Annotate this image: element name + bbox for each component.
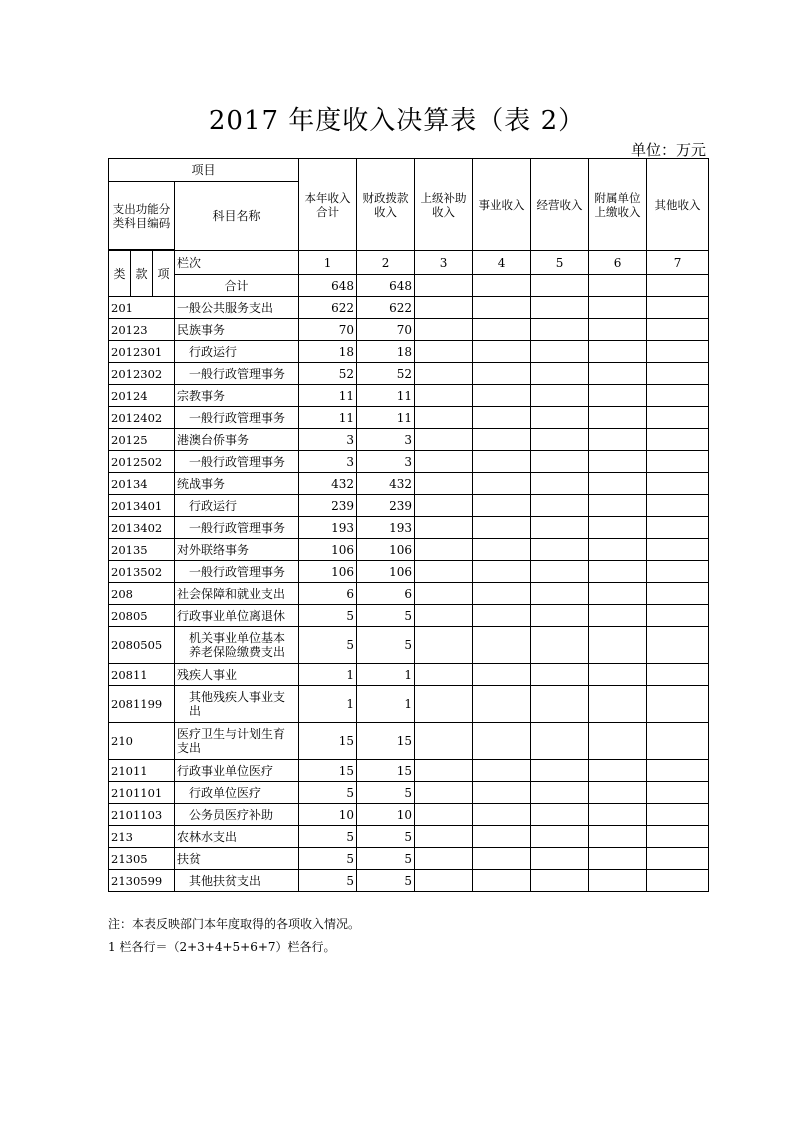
row-col-1: 5 — [299, 605, 357, 627]
row-name: 港澳台侨事务 — [175, 429, 299, 451]
empty-cell — [415, 297, 473, 319]
empty-cell — [589, 627, 647, 664]
row-col-2: 5 — [357, 826, 415, 848]
empty-cell — [531, 686, 589, 723]
table-row — [109, 760, 709, 782]
empty-cell — [473, 407, 531, 429]
row-col-1: 1 — [299, 686, 357, 723]
header-col-2: 财政拨款收入 — [357, 159, 415, 251]
table-row — [109, 870, 709, 892]
empty-cell — [589, 561, 647, 583]
empty-cell — [531, 848, 589, 870]
row-col-1: 70 — [299, 319, 357, 341]
empty-cell — [473, 561, 531, 583]
row-name: 宗教事务 — [175, 385, 299, 407]
row-code: 20124 — [109, 385, 175, 407]
row-name: 一般行政管理事务 — [175, 561, 299, 583]
row-col-2: 239 — [357, 495, 415, 517]
table-row — [109, 363, 709, 385]
empty-cell — [473, 429, 531, 451]
row-col-2: 1 — [357, 686, 415, 723]
row-code: 210 — [109, 723, 175, 760]
empty-cell — [473, 451, 531, 473]
empty-cell — [531, 870, 589, 892]
row-code: 2012402 — [109, 407, 175, 429]
table-row — [109, 848, 709, 870]
empty-cell — [531, 429, 589, 451]
table-row — [109, 686, 709, 723]
empty-cell — [531, 517, 589, 539]
row-name: 行政运行 — [175, 341, 299, 363]
empty-cell — [589, 385, 647, 407]
row-code: 2081199 — [109, 686, 175, 723]
header-name-label: 科目名称 — [175, 182, 299, 251]
table-row — [109, 517, 709, 539]
empty-cell — [531, 297, 589, 319]
table-row — [109, 407, 709, 429]
row-col-1: 6 — [299, 583, 357, 605]
empty-cell — [647, 627, 709, 664]
row-code: 20125 — [109, 429, 175, 451]
header-lei: 类 — [109, 251, 131, 297]
empty-cell — [647, 451, 709, 473]
empty-cell — [473, 826, 531, 848]
empty-cell — [531, 605, 589, 627]
empty-cell — [589, 804, 647, 826]
row-col-1: 10 — [299, 804, 357, 826]
row-col-1: 15 — [299, 723, 357, 760]
row-col-1: 15 — [299, 760, 357, 782]
empty-cell — [589, 686, 647, 723]
empty-cell — [415, 319, 473, 341]
lanci-num-6: 6 — [589, 251, 647, 275]
row-col-2: 15 — [357, 723, 415, 760]
empty-cell — [589, 495, 647, 517]
row-col-2: 5 — [357, 605, 415, 627]
empty-cell — [473, 341, 531, 363]
empty-cell — [647, 297, 709, 319]
empty-cell — [647, 583, 709, 605]
empty-cell — [531, 826, 589, 848]
table-row — [109, 341, 709, 363]
empty-cell — [415, 539, 473, 561]
table-row — [109, 473, 709, 495]
empty-cell — [647, 605, 709, 627]
empty-cell — [415, 760, 473, 782]
empty-cell — [473, 495, 531, 517]
row-col-1: 193 — [299, 517, 357, 539]
lanci-num-1: 1 — [299, 251, 357, 275]
row-col-1: 5 — [299, 627, 357, 664]
row-name: 其他扶贫支出 — [175, 870, 299, 892]
empty-cell — [647, 723, 709, 760]
empty-cell — [473, 517, 531, 539]
row-name: 统战事务 — [175, 473, 299, 495]
row-name: 对外联络事务 — [175, 539, 299, 561]
table-row — [109, 451, 709, 473]
row-col-1: 11 — [299, 385, 357, 407]
empty-cell — [415, 407, 473, 429]
row-col-1: 1 — [299, 664, 357, 686]
row-col-2: 15 — [357, 760, 415, 782]
empty-cell — [415, 451, 473, 473]
empty-cell — [589, 723, 647, 760]
row-code: 2080505 — [109, 627, 175, 664]
empty-cell — [589, 451, 647, 473]
empty-cell — [647, 539, 709, 561]
empty-cell — [531, 760, 589, 782]
row-name: 其他残疾人事业支出 — [175, 686, 299, 723]
page-title: 2017 年度收入决算表（表 2） — [208, 106, 586, 136]
empty-cell — [531, 804, 589, 826]
row-col-2: 5 — [357, 782, 415, 804]
empty-cell — [589, 870, 647, 892]
empty-cell — [473, 804, 531, 826]
empty-cell — [647, 341, 709, 363]
row-col-1: 3 — [299, 451, 357, 473]
empty-cell — [531, 385, 589, 407]
row-name: 行政运行 — [175, 495, 299, 517]
row-name: 一般行政管理事务 — [175, 363, 299, 385]
row-col-1: 11 — [299, 407, 357, 429]
empty-cell — [647, 848, 709, 870]
row-col-2: 52 — [357, 363, 415, 385]
empty-cell — [415, 804, 473, 826]
lanci-num-7: 7 — [647, 251, 709, 275]
empty-cell — [473, 605, 531, 627]
row-code: 20805 — [109, 605, 175, 627]
empty-cell — [415, 517, 473, 539]
header-col-6: 附属单位上缴收入 — [589, 159, 647, 251]
row-col-2: 193 — [357, 517, 415, 539]
row-col-1: 106 — [299, 561, 357, 583]
row-col-1: 18 — [299, 341, 357, 363]
row-col-1: 52 — [299, 363, 357, 385]
empty-cell — [647, 407, 709, 429]
empty-cell — [589, 517, 647, 539]
empty-cell — [415, 473, 473, 495]
empty-cell — [589, 539, 647, 561]
table-row — [109, 561, 709, 583]
empty-cell — [415, 341, 473, 363]
row-code: 20811 — [109, 664, 175, 686]
table-row — [109, 385, 709, 407]
empty-cell — [589, 848, 647, 870]
empty-cell — [473, 870, 531, 892]
row-col-2: 18 — [357, 341, 415, 363]
empty-cell — [647, 473, 709, 495]
empty-cell — [473, 385, 531, 407]
row-code: 2013502 — [109, 561, 175, 583]
row-code: 2013401 — [109, 495, 175, 517]
empty-cell — [647, 826, 709, 848]
row-col-2: 70 — [357, 319, 415, 341]
empty-cell — [473, 848, 531, 870]
row-code: 21305 — [109, 848, 175, 870]
table-row — [109, 583, 709, 605]
empty-cell — [415, 429, 473, 451]
note-line-2: 1 栏各行＝（2+3+4+5+6+7）栏各行。 — [108, 940, 336, 954]
row-code: 2130599 — [109, 870, 175, 892]
empty-cell — [647, 782, 709, 804]
row-col-2: 1 — [357, 664, 415, 686]
header-col-7: 其他收入 — [647, 159, 709, 251]
row-name: 行政事业单位医疗 — [175, 760, 299, 782]
empty-cell — [647, 429, 709, 451]
empty-cell — [473, 319, 531, 341]
row-code: 2012302 — [109, 363, 175, 385]
row-name: 行政单位医疗 — [175, 782, 299, 804]
empty-cell — [531, 723, 589, 760]
row-code: 20134 — [109, 473, 175, 495]
row-col-1: 5 — [299, 848, 357, 870]
empty-cell — [473, 627, 531, 664]
header-kuan: 款 — [131, 251, 153, 297]
empty-cell — [589, 826, 647, 848]
row-name: 行政事业单位离退休 — [175, 605, 299, 627]
empty-cell — [415, 385, 473, 407]
empty-cell — [415, 870, 473, 892]
empty-cell — [473, 760, 531, 782]
empty-cell — [647, 686, 709, 723]
income-report-table — [108, 158, 709, 892]
empty-cell — [473, 583, 531, 605]
row-col-1: 432 — [299, 473, 357, 495]
empty-cell — [589, 473, 647, 495]
row-code: 208 — [109, 583, 175, 605]
empty-cell — [647, 495, 709, 517]
header-col-1: 本年收入合计 — [299, 159, 357, 251]
empty-cell — [531, 627, 589, 664]
empty-cell — [531, 473, 589, 495]
row-col-2: 106 — [357, 539, 415, 561]
row-col-1: 239 — [299, 495, 357, 517]
row-col-2: 11 — [357, 407, 415, 429]
empty-cell — [531, 341, 589, 363]
empty-cell — [589, 297, 647, 319]
empty-cell — [473, 539, 531, 561]
header-col-4: 事业收入 — [473, 159, 531, 251]
empty-cell — [647, 319, 709, 341]
row-col-2: 5 — [357, 627, 415, 664]
total-col-2: 648 — [357, 275, 415, 297]
row-col-2: 6 — [357, 583, 415, 605]
row-name: 机关事业单位基本养老保险缴费支出 — [175, 627, 299, 664]
empty-cell — [415, 664, 473, 686]
empty-cell — [415, 627, 473, 664]
empty-cell — [415, 561, 473, 583]
header-code-label: 支出功能分类科目编码 — [109, 182, 175, 250]
empty-cell — [589, 319, 647, 341]
lanci-num-4: 4 — [473, 251, 531, 275]
empty-cell — [589, 782, 647, 804]
empty-cell — [415, 723, 473, 760]
table-row — [109, 627, 709, 664]
table-row — [109, 539, 709, 561]
empty-cell — [415, 686, 473, 723]
empty-cell — [473, 723, 531, 760]
empty-cell — [531, 664, 589, 686]
row-col-2: 432 — [357, 473, 415, 495]
row-col-1: 106 — [299, 539, 357, 561]
row-code: 20135 — [109, 539, 175, 561]
row-col-1: 622 — [299, 297, 357, 319]
table-row — [109, 782, 709, 804]
row-code: 213 — [109, 826, 175, 848]
row-col-2: 5 — [357, 848, 415, 870]
row-col-1: 5 — [299, 870, 357, 892]
row-code: 21011 — [109, 760, 175, 782]
table-row — [109, 319, 709, 341]
table-row — [109, 297, 709, 319]
empty-cell — [531, 539, 589, 561]
empty-cell — [415, 826, 473, 848]
unit-label: 单位：万元 — [630, 141, 706, 159]
empty-cell — [531, 583, 589, 605]
lanci-num-2: 2 — [357, 251, 415, 275]
empty-cell — [473, 782, 531, 804]
empty-cell — [415, 782, 473, 804]
empty-cell — [589, 760, 647, 782]
row-col-2: 622 — [357, 297, 415, 319]
row-name: 一般公共服务支出 — [175, 297, 299, 319]
lanci-num-3: 3 — [415, 251, 473, 275]
empty-cell — [647, 760, 709, 782]
row-name: 扶贫 — [175, 848, 299, 870]
row-code: 2012301 — [109, 341, 175, 363]
empty-cell — [531, 561, 589, 583]
row-name: 医疗卫生与计划生育支出 — [175, 723, 299, 760]
note-line-1: 注：本表反映部门本年度取得的各项收入情况。 — [108, 917, 361, 931]
table-row — [109, 723, 709, 760]
empty-cell — [647, 561, 709, 583]
empty-cell — [415, 848, 473, 870]
empty-cell — [473, 664, 531, 686]
empty-cell — [531, 495, 589, 517]
header-xiang: 项 — [153, 251, 175, 297]
row-col-2: 5 — [357, 870, 415, 892]
table-row — [109, 429, 709, 451]
row-col-1: 3 — [299, 429, 357, 451]
lanci-num-5: 5 — [531, 251, 589, 275]
empty-cell — [473, 297, 531, 319]
row-code: 2101103 — [109, 804, 175, 826]
row-col-2: 3 — [357, 429, 415, 451]
row-code: 2013402 — [109, 517, 175, 539]
table-row — [109, 605, 709, 627]
empty-cell — [531, 319, 589, 341]
row-name: 社会保障和就业支出 — [175, 583, 299, 605]
row-name: 一般行政管理事务 — [175, 407, 299, 429]
row-name: 农林水支出 — [175, 826, 299, 848]
empty-cell — [589, 341, 647, 363]
empty-cell — [531, 451, 589, 473]
empty-cell — [415, 363, 473, 385]
row-col-1: 5 — [299, 782, 357, 804]
row-name: 一般行政管理事务 — [175, 517, 299, 539]
empty-cell — [589, 605, 647, 627]
empty-cell — [647, 664, 709, 686]
row-code: 201 — [109, 297, 175, 319]
empty-cell — [415, 583, 473, 605]
table-row — [109, 664, 709, 686]
empty-cell — [647, 363, 709, 385]
empty-cell — [589, 664, 647, 686]
row-col-2: 10 — [357, 804, 415, 826]
empty-cell — [415, 605, 473, 627]
empty-cell — [647, 804, 709, 826]
empty-cell — [531, 407, 589, 429]
row-col-1: 5 — [299, 826, 357, 848]
table-row — [109, 804, 709, 826]
row-name: 民族事务 — [175, 319, 299, 341]
row-code: 20123 — [109, 319, 175, 341]
empty-cell — [473, 473, 531, 495]
row-name: 一般行政管理事务 — [175, 451, 299, 473]
empty-cell — [589, 429, 647, 451]
empty-cell — [531, 782, 589, 804]
empty-cell — [473, 686, 531, 723]
empty-cell — [415, 495, 473, 517]
table-row — [109, 826, 709, 848]
header-col-3: 上级补助收入 — [415, 159, 473, 251]
empty-cell — [647, 870, 709, 892]
header-lanci: 栏次 — [175, 251, 299, 275]
empty-cell — [531, 363, 589, 385]
row-code: 2101101 — [109, 782, 175, 804]
table-row — [109, 495, 709, 517]
header-col-5: 经营收入 — [531, 159, 589, 251]
row-col-2: 3 — [357, 451, 415, 473]
row-name: 残疾人事业 — [175, 664, 299, 686]
table-notes — [108, 913, 360, 959]
empty-cell — [647, 517, 709, 539]
empty-cell — [647, 385, 709, 407]
header-item: 项目 — [109, 159, 299, 182]
row-code: 2012502 — [109, 451, 175, 473]
empty-cell — [589, 363, 647, 385]
empty-cell — [473, 363, 531, 385]
row-name: 公务员医疗补助 — [175, 804, 299, 826]
row-col-2: 106 — [357, 561, 415, 583]
empty-cell — [589, 407, 647, 429]
row-col-2: 11 — [357, 385, 415, 407]
empty-cell — [589, 583, 647, 605]
total-col-1: 648 — [299, 275, 357, 297]
total-label: 合计 — [175, 275, 299, 297]
